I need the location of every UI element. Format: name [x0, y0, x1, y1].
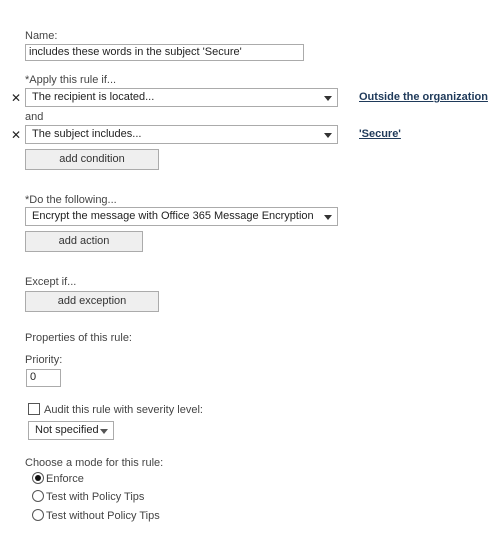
mode-enforce-radio[interactable] [32, 472, 44, 484]
and-label: and [25, 111, 44, 123]
chevron-down-icon [324, 133, 332, 138]
chevron-down-icon [324, 96, 332, 101]
do-following-label: *Do the following... [25, 194, 117, 206]
chevron-down-icon [324, 215, 332, 220]
severity-select[interactable] [28, 421, 114, 440]
severity-select-value: Not specified [35, 424, 99, 436]
chevron-down-icon [100, 429, 108, 434]
name-input[interactable]: includes these words in the subject 'Secure' [25, 44, 304, 61]
add-action-button[interactable]: add action [25, 231, 143, 252]
mode-test-with-tips-radio[interactable] [32, 490, 44, 502]
action-select-value: Encrypt the message with Office 365 Message Encryption [32, 210, 314, 222]
mode-test-without-tips-radio[interactable] [32, 509, 44, 521]
condition-2-select[interactable] [25, 125, 338, 144]
priority-input[interactable]: 0 [26, 369, 61, 387]
remove-condition-1-icon[interactable]: ✕ [11, 91, 22, 105]
condition-2-select-value: The subject includes... [32, 128, 142, 140]
audit-label: Audit this rule with severity level: [44, 404, 203, 416]
remove-condition-2-icon[interactable]: ✕ [11, 128, 22, 142]
mode-label: Choose a mode for this rule: [25, 457, 164, 469]
action-select[interactable] [25, 207, 338, 226]
condition-2-link[interactable]: 'Secure' [359, 128, 401, 140]
condition-1-link[interactable]: Outside the organization [359, 91, 488, 103]
add-exception-button[interactable]: add exception [25, 291, 159, 312]
add-condition-button[interactable]: add condition [25, 149, 159, 170]
properties-label: Properties of this rule: [25, 332, 132, 344]
name-label: Name: [25, 30, 58, 42]
except-if-label: Except if... [25, 276, 77, 288]
condition-1-select-value: The recipient is located... [32, 91, 155, 103]
apply-rule-label: *Apply this rule if... [25, 74, 117, 86]
priority-label: Priority: [25, 354, 63, 366]
mode-test-without-tips-label: Test without Policy Tips [46, 510, 160, 522]
mode-enforce-label: Enforce [46, 473, 84, 485]
condition-1-select[interactable] [25, 88, 338, 107]
mode-test-with-tips-label: Test with Policy Tips [46, 491, 145, 503]
audit-checkbox[interactable] [28, 403, 40, 415]
